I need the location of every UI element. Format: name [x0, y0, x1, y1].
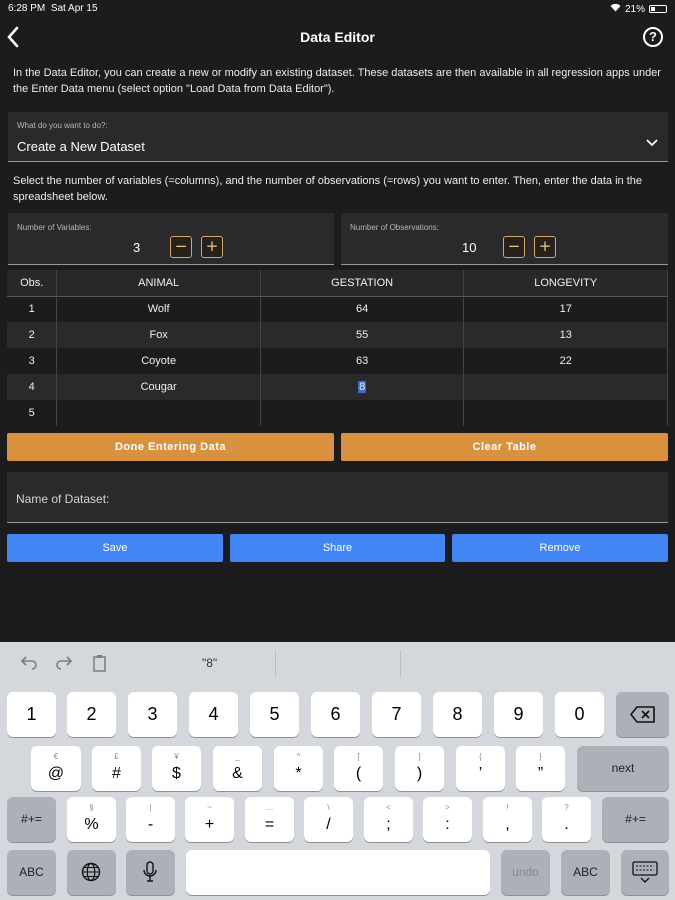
key-2[interactable]: 2: [67, 692, 116, 737]
status-time: 6:28 PM Sat Apr 15: [8, 3, 98, 14]
save-button[interactable]: Save: [7, 534, 223, 562]
key-comma[interactable]: ! ,: [483, 797, 532, 842]
globe-key[interactable]: [67, 850, 116, 895]
key-asterisk[interactable]: ^ *: [274, 746, 323, 791]
table-cell[interactable]: Cougar: [57, 374, 260, 400]
obs-cell: 1: [7, 296, 57, 322]
data-table: [7, 270, 668, 426]
delete-key[interactable]: [616, 692, 669, 737]
key-minus[interactable]: | -: [126, 797, 175, 842]
key-5[interactable]: 5: [250, 692, 299, 737]
undo-icon[interactable]: [20, 654, 38, 675]
table-row: [7, 348, 668, 374]
status-right: [610, 3, 667, 15]
table-cell[interactable]: Fox: [57, 322, 260, 348]
instructions-text: Select the number of variables (=columns), and the number of observations (=rows) you want to enter. Then, enter the data in the spreadsheet below.: [13, 175, 642, 203]
table-cell[interactable]: [464, 374, 668, 400]
next-key[interactable]: next: [577, 746, 669, 791]
remove-button[interactable]: Remove: [452, 534, 668, 562]
table-row: [7, 296, 668, 322]
table-cell[interactable]: Wolf: [57, 296, 260, 322]
key-7[interactable]: 7: [372, 692, 421, 737]
dataset-name-label: Name of Dataset:: [16, 492, 110, 506]
key-9[interactable]: 9: [494, 692, 543, 737]
intro-text: In the Data Editor, you can create a new or modify an existing dataset. These datasets are then available in all regression apps under the Enter Data menu (select option "Load Data from Data Editor").: [13, 67, 661, 95]
key-ampersand[interactable]: _ &: [213, 746, 262, 791]
key-8[interactable]: 8: [433, 692, 482, 737]
obs-cell: 5: [7, 400, 57, 426]
abc-key-left[interactable]: ABC: [7, 850, 56, 895]
key-hash[interactable]: £ #: [92, 746, 141, 791]
dictation-key[interactable]: [126, 850, 175, 895]
action-dropdown[interactable]: [8, 112, 668, 162]
table-cell[interactable]: [57, 400, 260, 426]
symbols-key-right[interactable]: #+=: [602, 797, 669, 842]
key-1[interactable]: 1: [7, 692, 56, 737]
dataset-name-field[interactable]: [7, 472, 668, 523]
paste-icon[interactable]: [92, 654, 108, 677]
header-animal: ANIMAL: [57, 270, 260, 296]
variables-minus-button[interactable]: −: [170, 236, 192, 258]
keyboard: [0, 642, 675, 900]
key-period[interactable]: ? .: [542, 797, 591, 842]
space-key[interactable]: [186, 850, 490, 895]
observations-minus-button[interactable]: −: [503, 236, 525, 258]
symbols-key-left[interactable]: #+=: [7, 797, 56, 842]
variables-stepper: [8, 213, 334, 265]
table-cell[interactable]: Coyote: [57, 348, 260, 374]
header-gestation: GESTATION: [260, 270, 464, 296]
table-cell[interactable]: 17: [464, 296, 668, 322]
table-row: [7, 400, 668, 426]
table-cell[interactable]: 63: [260, 348, 464, 374]
header-longevity: LONGEVITY: [464, 270, 668, 296]
abc-key-right[interactable]: ABC: [561, 850, 610, 895]
key-6[interactable]: 6: [311, 692, 360, 737]
backspace-icon: [630, 706, 656, 728]
nav-bar: [0, 20, 675, 56]
keyboard-suggestion[interactable]: "8": [202, 656, 218, 670]
redo-icon[interactable]: [55, 654, 73, 675]
suggestion-divider: [275, 650, 276, 676]
action-label: What do you want to do?:: [17, 121, 108, 130]
status-bar: [0, 0, 675, 18]
globe-icon: [81, 862, 101, 887]
key-dollar[interactable]: ¥ $: [152, 746, 201, 791]
obs-cell: 2: [7, 322, 57, 348]
variables-label: Number of Variables:: [17, 223, 92, 232]
table-cell[interactable]: [464, 400, 668, 426]
active-cell-text: 8: [359, 381, 366, 393]
help-icon[interactable]: ?: [643, 27, 663, 47]
key-open-paren[interactable]: [ (: [334, 746, 383, 791]
table-header-row: [7, 270, 668, 296]
table-cell[interactable]: 55: [260, 322, 464, 348]
active-table-cell[interactable]: [260, 374, 464, 400]
dismiss-keyboard-key[interactable]: [621, 850, 669, 895]
obs-cell: 3: [7, 348, 57, 374]
wifi-icon: [610, 3, 621, 15]
key-quote[interactable]: } ”: [516, 746, 565, 791]
battery-icon: [649, 5, 667, 13]
key-plus[interactable]: ~ +: [185, 797, 234, 842]
action-value: Create a New Dataset: [17, 139, 145, 154]
obs-cell: 4: [7, 374, 57, 400]
key-apostrophe[interactable]: { ’: [456, 746, 505, 791]
table-cell[interactable]: [260, 400, 464, 426]
key-3[interactable]: 3: [128, 692, 177, 737]
microphone-icon: [143, 861, 157, 888]
observations-value: 10: [462, 240, 477, 255]
key-equals[interactable]: … =: [245, 797, 294, 842]
observations-plus-button[interactable]: +: [534, 236, 556, 258]
table-row: [7, 322, 668, 348]
key-at[interactable]: € @: [31, 746, 81, 791]
key-0[interactable]: 0: [555, 692, 604, 737]
battery-percent: 21%: [624, 3, 645, 15]
keyboard-dismiss-icon: [632, 861, 658, 888]
share-button[interactable]: Share: [230, 534, 445, 562]
key-4[interactable]: 4: [189, 692, 238, 737]
variables-value: 3: [133, 240, 141, 255]
table-cell[interactable]: 64: [260, 296, 464, 322]
table-row: [7, 374, 668, 400]
observations-label: Number of Observations:: [350, 223, 439, 232]
undo-key[interactable]: undo: [501, 850, 550, 895]
table-cell[interactable]: 13: [464, 322, 668, 348]
variables-plus-button[interactable]: +: [201, 236, 223, 258]
suggestion-divider: [400, 650, 401, 676]
header-obs: Obs.: [7, 270, 57, 296]
table-cell[interactable]: 22: [464, 348, 668, 374]
done-entering-data-button[interactable]: Done Entering Data: [7, 433, 334, 461]
key-percent[interactable]: § %: [67, 797, 116, 842]
key-close-paren[interactable]: ] ): [395, 746, 444, 791]
page-title: Data Editor: [300, 29, 375, 45]
observations-stepper: [341, 213, 668, 265]
key-colon[interactable]: > :: [423, 797, 472, 842]
chevron-down-icon: [646, 134, 658, 150]
keyboard-toolbar: [0, 642, 675, 682]
clear-table-button[interactable]: Clear Table: [341, 433, 668, 461]
key-slash[interactable]: \ /: [304, 797, 353, 842]
key-semicolon[interactable]: < ;: [364, 797, 413, 842]
